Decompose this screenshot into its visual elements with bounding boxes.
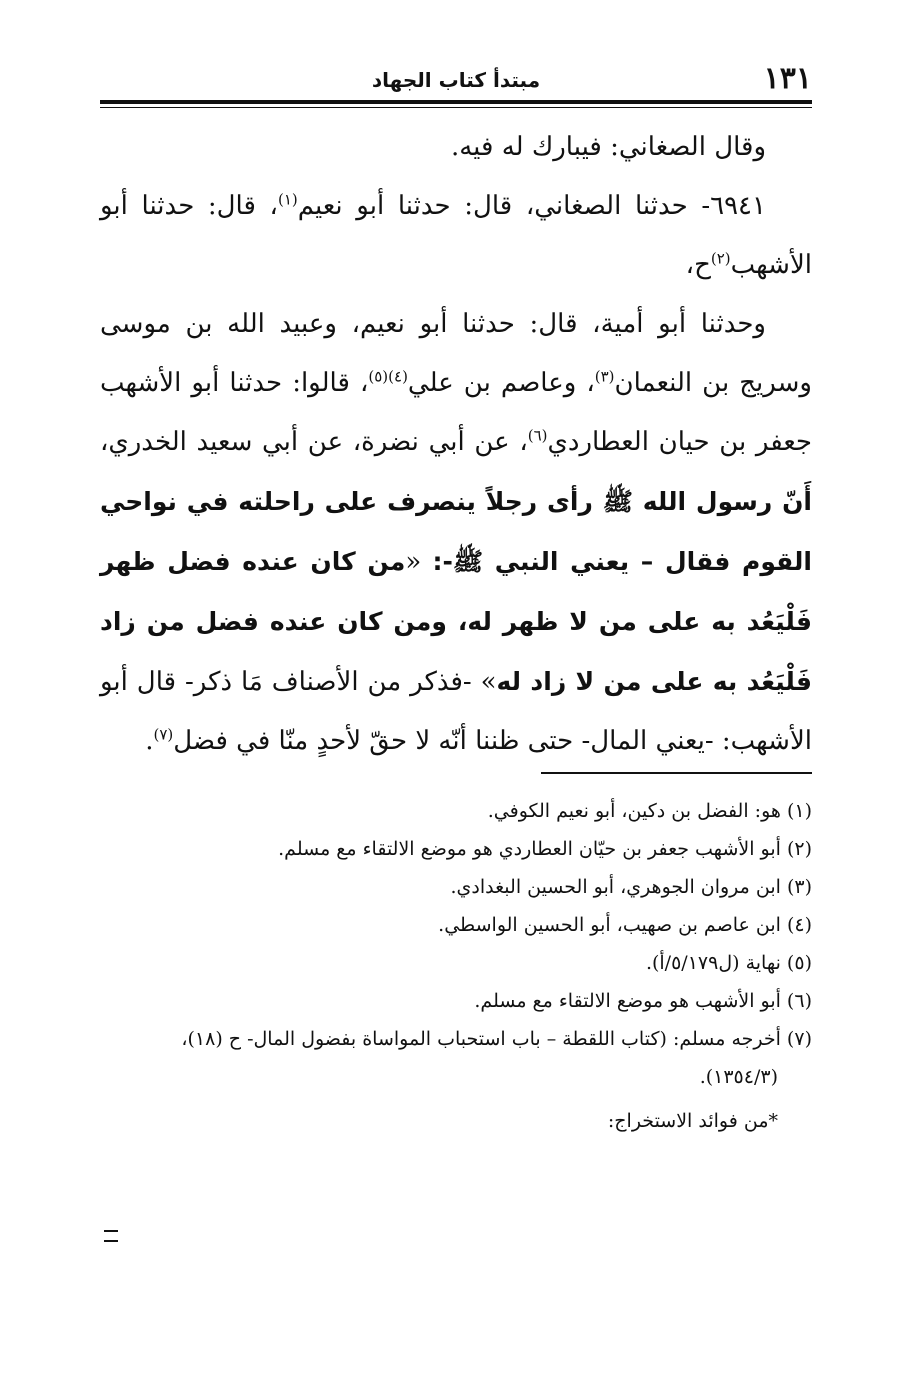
footnote-ref-4: (٤)	[388, 367, 408, 386]
prophetic-saying: من كان عنده فضل ظهر فَلْيَعُد به على من لا ظهر له، ومن كان عنده فضل من زاد فَلْيَعُد به على من لا زاد له	[100, 547, 813, 696]
extraction-benefits-heading: *من فوائد الاستخراج:	[607, 1110, 778, 1132]
footnote-3: (٣) ابن مروان الجوهري، أبو الحسين البغدادي.	[450, 876, 812, 898]
hadith-text: أَنّ رسول الله ﷺ رأى رجلاً ينصرف على راحلته في نواحي القوم فقال – يعني النبي ﷺ-:	[100, 487, 813, 576]
continuation-mark	[104, 1230, 118, 1242]
page-header	[100, 62, 812, 102]
paragraph-3: وحدثنا أبو أمية، قال: حدثنا أبو نعيم، وعبيد الله بن موسى وسريج بن النعمان$^{(٣)}$، وعاصم بن علي$^{(٤)(٥)}$، قالوا: حدثنا أبو الأشهب جعفر بن حيان العطاردي$^{(٦)}$، عن أبي نضرة، عن أبي سعيد الخدري، أَنّ رسول الله ﷺ رأى رجلاً ينصرف على راحلته في نواحي القوم فقال – يعني النبي ﷺ-: «من كان عنده فضل ظهر فَلْيَعُد به على من لا ظهر له، ومن كان عنده فضل من زاد فَلْيَعُد به على من لا زاد له» -فذكر من الأصناف مَا ذكر- قال أبو الأشهب: -يعني المال- حتى ظننا أنّه لا حقّ لأحدٍ منّا في فضل$^{(٧)}$.	[100, 309, 813, 756]
footnote-ref-2: (٢)	[710, 249, 731, 268]
footnote-separator	[541, 772, 812, 774]
footnote-4: (٤) ابن عاصم بن صهيب، أبو الحسين الواسطي.	[438, 914, 812, 936]
footnote-ref-5: (٥)	[368, 367, 389, 386]
header-rule-thin	[100, 107, 812, 108]
running-title: مبتدأ كتاب الجهاد	[371, 68, 541, 92]
footnote-ref-1: (١)	[277, 190, 298, 209]
footnote-5: (٥) نهاية (ل٥/١٧٩/أ).	[645, 952, 812, 974]
footnote-ref-7: (٧)	[153, 725, 174, 744]
paragraph-2: ٦٩٤١- حدثنا الصغاني، قال: حدثنا أبو نعيم$^{(١)}$، قال: حدثنا أبو الأشهب$^{(٢)}$ح،	[100, 190, 812, 280]
paragraph-1: وقال الصغاني: فيبارك له فيه.	[450, 132, 766, 162]
footnote-1: (١) هو: الفضل بن دكين، أبو نعيم الكوفي.	[487, 800, 812, 822]
page-number: ١٣١	[763, 61, 812, 96]
footnote-7-continuation: (١٣٥٤/٣).	[699, 1066, 778, 1088]
main-text	[100, 118, 812, 771]
footnote-6: (٦) أبو الأشهب هو موضع الالتقاء مع مسلم.	[474, 990, 812, 1012]
footnote-ref-6: (٦)	[527, 426, 548, 445]
header-rule-thick	[100, 100, 812, 104]
footnote-2: (٢) أبو الأشهب جعفر بن حيّان العطاردي هو موضع الالتقاء مع مسلم.	[278, 838, 812, 860]
footnotes	[100, 792, 812, 1140]
footnote-ref-3: (٣)	[594, 367, 615, 386]
footnote-7: (٧) أخرجه مسلم: (كتاب اللقطة – باب استحباب المواساة بفضول المال- ح (١٨)،	[181, 1028, 812, 1050]
